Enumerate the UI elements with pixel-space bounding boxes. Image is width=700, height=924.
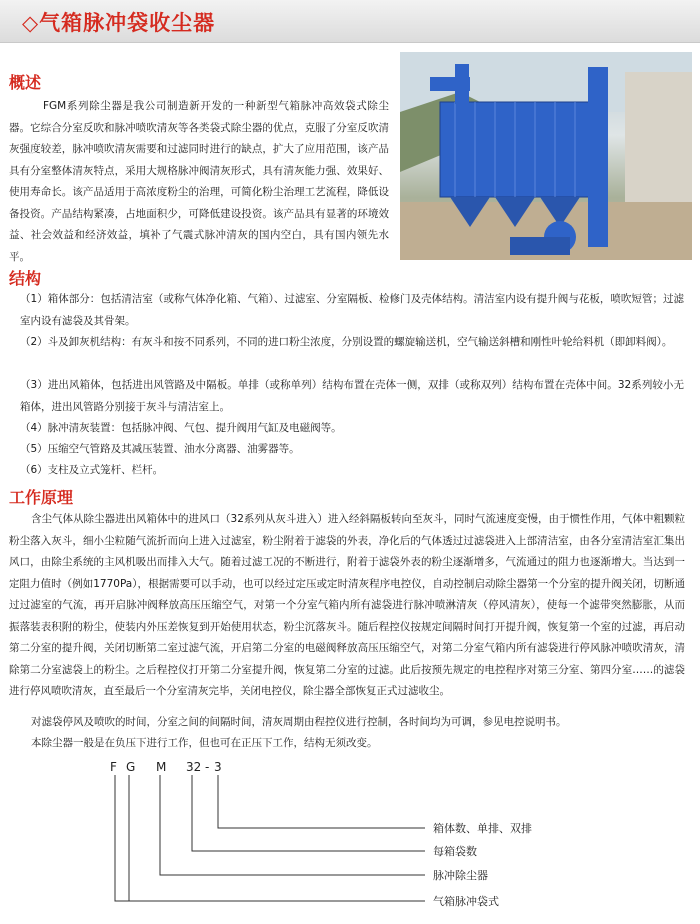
page-title: ◇气箱脉冲袋收尘器 [22, 10, 216, 35]
code-part-g: G [126, 760, 136, 774]
code-label-pulse: 脉冲除尘器 [433, 869, 488, 882]
code-part-m: M [156, 760, 167, 774]
overview-heading: 概述 [9, 73, 42, 92]
list-item: （5）压缩空气管路及其减压装置、油水分离器、油雾器等。 [20, 443, 300, 455]
structure-heading: 结构 [9, 269, 42, 288]
list-item: （2）斗及卸灰机结构：有灰斗和按不同系列，不同的进口粉尘浓度，分别设置的螺旋输送机，空气输送斜槽和刚性叶轮给料机（即卸料阀）。 [20, 336, 673, 348]
code-part-dash: - [205, 760, 210, 774]
overview-paragraph: FGM系列除尘器是我公司制造新开发的一种新型气箱脉冲高效袋式除尘器。它综合分室反吹和脉冲喷吹清灰等各类袋式除尘器的优点，克服了分室反吹清灰强度较差，脉冲喷吹清灰需要和过滤同时进行的缺点，扩大了应用范围，该产品具有分室整体清灰特点，采用大规格脉冲阀清灰形式，具有清灰能力强、效果好、使用寿命长。该产品适用于高浓度粉尘的治理，可简化粉尘治理工艺流程，降低设备投资。产品结构紧凑，占地面积少，可降低建设投资。该产品具有显著的环境效益、社会效益和经济效益，填补了气震式脉冲清灰的国内空白，具有国内领先水平。 [9, 100, 389, 263]
list-item: （6）支柱及立式笼杆、栏杆。 [20, 464, 164, 476]
list-item: （4）脉冲清灰装置：包括脉冲阀、气包、提升阀用气缸及电磁阀等。 [20, 422, 342, 434]
principle-heading: 工作原理 [9, 488, 74, 507]
list-item: （1）箱体部分：包括清洁室（或称气体净化箱、气箱）、过滤室、分室隔板、检修门及壳体结构。清洁室内设有提升阀与花板，喷吹短管；过滤室内设有滤袋及其骨架。 [20, 293, 684, 327]
principle-paragraph-3: 本除尘器一般是在负压下进行工作，但也可在正压下工作，结构无须改变。 [31, 737, 378, 749]
principle-paragraph-1: 含尘气体从除尘器进出风箱体中的进风口（32系列从灰斗进入）进入经斜隔板转向至灰斗，同时气流速度变慢，由于惯性作用，气体中粗颗粒粉尘落入灰斗，细小尘粒随气流折而向上进入过滤室，粉尘附着于滤袋的外表，净化后的气体透过过滤袋进入上部清洁室，由各分室清洁室汇集出风口，由除尘系统的主风机吸出而排入大气。随着过滤工况的不断进行，附着于滤袋外表的粉尘逐渐增多，气流通过的阻力也逐渐增大。当达到一定阻力值时（例如1770Pa），根据需要可以手动，也可以经过定压或定时清灰程序电控仪，自动控制启动除尘器第一个分室的提升阀关闭，切断通过过滤室的气流，再开启脉冲阀释放高压压缩空气，对第一个分室气箱内所有滤袋进行脉冲喷淋清灰（停风清灰），使每一个滤带突然膨胀，从而振落装表积附的粉尘，使装内外压差恢复到开始使用状态，粉尘沉落灰斗。随后程控仪按规定间隔时间打开提升阀，恢复第一个室的过滤，再启动第二分室的提升阀，关闭切断第二室过滤气流，开启第二分室的电磁阀释放高压压缩空气，对第二分室气箱内所有滤袋进行停风脉冲喷吹清灰，清除第二分室滤袋上的粉尘。之后程控仪打开第二分室提升阀，恢复第二分室的过滤。此后按预先规定的电控程序对第三分室、第四分室……的滤袋进行停风喷吹清灰，直至最后一个分室清灰完毕，关闭电控仪，除尘器全部恢复正式过滤收尘。 [9, 513, 685, 697]
code-label-boxes: 箱体数、单排、双排 [433, 822, 532, 835]
title-bar [0, 0, 700, 43]
principle-paragraph-2: 对滤袋停风及喷吹的时间，分室之间的间隔时间，清灰周期由程控仪进行控制，各时间均为可调，参见电控说明书。 [31, 716, 567, 728]
model-code-diagram [100, 755, 600, 915]
dust-collector-illustration [400, 52, 692, 260]
code-label-bags: 每箱袋数 [433, 845, 477, 858]
code-label-type: 气箱脉冲袋式 [433, 895, 499, 908]
dust-collector-photo [400, 52, 692, 260]
code-part-32: 32 [186, 760, 202, 774]
code-part-f: F [110, 760, 117, 774]
code-part-3: 3 [214, 760, 222, 774]
list-item: （3）进出风箱体，包括进出风管路及中隔板。单排（或称单列）结构布置在壳体一侧，双排（或称双列）结构布置在壳体中间。32系列较小无箱体，进出风管路分别接于灰斗与清洁室上。 [20, 379, 684, 413]
